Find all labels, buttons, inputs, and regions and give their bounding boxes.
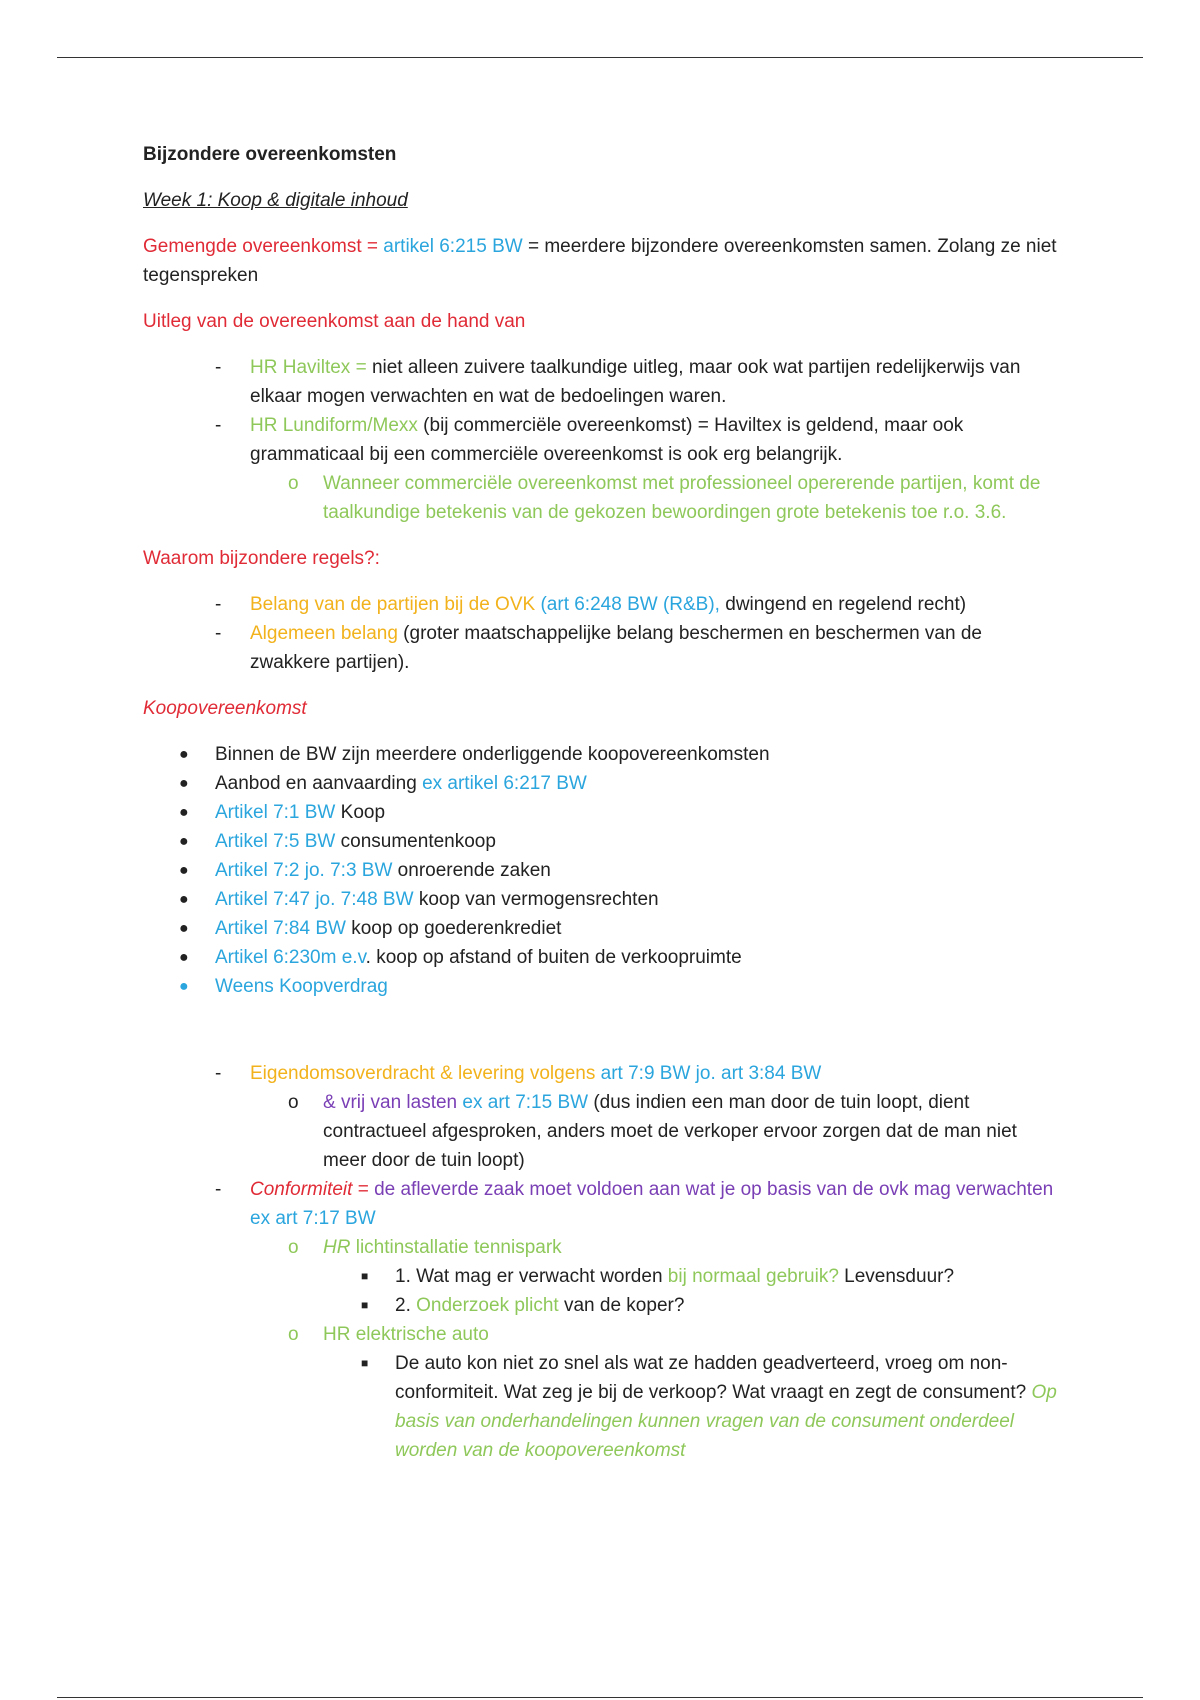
list-item [143, 469, 1063, 527]
item-text: . koop op afstand of buiten de verkoopruimte [365, 947, 742, 968]
definition-text: = meerdere bijzondere overeenkomsten samen. Zolang ze niet tegenspreken [143, 236, 1057, 286]
article-ref: artikel 6:215 BW [383, 236, 523, 257]
list-item [143, 1059, 1063, 1088]
item-text: Koop [335, 802, 386, 823]
bullet-marker: ● [179, 920, 189, 937]
case-name: HR Haviltex = [250, 357, 372, 378]
case-name: lichtinstallatie tennispark [350, 1237, 562, 1258]
item-text: (dus indien een man door de tuin loopt, dient contractueel afgesproken, anders moet de verkoper ervoor zorgen dat de man niet meer door de tuin loopt) [323, 1092, 1017, 1171]
term-gemengde: Gemengde overeenkomst = [143, 236, 384, 257]
item-text: niet alleen zuivere taalkundige uitleg, maar ook wat partijen redelijkerwijs van elkaar mogen verwachten en wat de bedoelingen waren. [250, 357, 1021, 407]
uitleg-heading: Uitleg van de overeenkomst aan de hand van [143, 311, 526, 332]
dash-marker: - [215, 594, 222, 615]
list-item [143, 1233, 1063, 1262]
circle-marker: o [288, 1092, 299, 1113]
item-text: koop van vermogensrechten [413, 889, 659, 910]
list-item [143, 885, 1063, 914]
article-ref: Weens Koopverdrag [215, 976, 388, 997]
item-term: Onderzoek plicht [416, 1295, 559, 1316]
item-text: consumentenkoop [335, 831, 496, 852]
circle-marker: o [288, 473, 299, 494]
list-item [143, 590, 1063, 619]
article-ref: Artikel 7:5 BW [215, 831, 336, 852]
item-term: & vrij van lasten [323, 1092, 463, 1113]
item-text: 1. Wat mag er verwacht worden [395, 1266, 668, 1287]
article-ref: ex art 7:15 BW [462, 1092, 589, 1113]
bullet-marker: ● [179, 804, 189, 821]
waarom-heading: Waarom bijzondere regels?: [143, 548, 380, 569]
item-text: koop op goederenkrediet [345, 918, 562, 939]
case-name: elektrische auto [350, 1324, 489, 1345]
dash-marker: - [215, 415, 222, 436]
article-ref: Artikel 7:47 jo. 7:48 BW [215, 889, 414, 910]
square-marker: ■ [361, 1356, 369, 1370]
list-item [143, 769, 1063, 798]
article-ref: Artikel 7:1 BW [215, 802, 336, 823]
bullet-marker: ● [179, 862, 189, 879]
item-text: de afleverde zaak moet voldoen aan wat je op basis van de ovk mag verwachten [374, 1179, 1054, 1200]
list-item [143, 798, 1063, 827]
square-marker: ■ [361, 1269, 369, 1283]
bullet-marker: ● [179, 949, 189, 966]
square-marker: ■ [361, 1298, 369, 1312]
item-term: Algemeen belang [250, 623, 398, 644]
list-item [143, 1349, 1063, 1465]
document-body [143, 140, 1063, 1465]
list-item [143, 856, 1063, 885]
case-name: HR Lundiform/Mexx [250, 415, 418, 436]
koop-heading: Koopovereenkomst [143, 698, 307, 719]
item-term: Conformiteit [250, 1179, 353, 1200]
dash-marker: - [215, 623, 222, 644]
waarom-list [143, 590, 1063, 677]
circle-marker: o [288, 1237, 299, 1258]
list-item [143, 914, 1063, 943]
document-title: Bijzondere overeenkomsten [143, 144, 397, 165]
list-item [143, 740, 1063, 769]
koop-bullet-list [143, 740, 1063, 1001]
uitleg-list [143, 353, 1063, 527]
koop-detail-list [143, 1059, 1063, 1465]
article-ref: Artikel 6:230m e.v [215, 947, 366, 968]
item-term: Eigendomsoverdracht & levering volgens [250, 1063, 601, 1084]
list-item [143, 411, 1063, 469]
item-text: onroerende zaken [392, 860, 551, 881]
dash-marker: - [215, 357, 222, 378]
gemengde-paragraph [143, 232, 1063, 290]
item-text: 2. [395, 1295, 417, 1316]
dash-marker: - [215, 1063, 222, 1084]
week-heading: Week 1: Koop & digitale inhoud [143, 190, 408, 211]
footer-rule [57, 1697, 1143, 1698]
item-text: Op basis van onderhandelingen kunnen vragen van de consument onderdeel worden van de koopovereenkomst [395, 1382, 1057, 1461]
bullet-marker: ● [179, 833, 189, 850]
list-item [143, 943, 1063, 972]
item-text: (bij commerciële overeenkomst) = Haviltex is geldend, maar ook grammaticaal bij een commerciële overeenkomst is ook erg belangrijk. [250, 415, 964, 465]
item-text: van de koper? [558, 1295, 685, 1316]
item-text: Binnen de BW zijn meerdere onderliggende koopovereenkomsten [215, 744, 770, 765]
article-ref: ex artikel 6:217 BW [422, 773, 587, 794]
article-ref: art 7:9 BW jo. art 3:84 BW [600, 1063, 822, 1084]
list-item [143, 1291, 1063, 1320]
article-ref: Artikel 7:2 jo. 7:3 BW [215, 860, 393, 881]
item-text: dwingend en regelend recht) [719, 594, 967, 615]
list-item [143, 1088, 1063, 1175]
list-item [143, 1262, 1063, 1291]
article-ref: Artikel 7:84 BW [215, 918, 346, 939]
list-item [143, 353, 1063, 411]
circle-marker: o [288, 1324, 299, 1345]
item-text: De auto kon niet zo snel als wat ze hadden geadverteerd, vroeg om non-conformiteit. Wat zeg je bij de verkoop? Wat vraagt en zegt de consument? [395, 1353, 1032, 1403]
item-text: Aanbod en aanvaarding [215, 773, 423, 794]
case-name: HR [323, 1324, 351, 1345]
list-item [143, 827, 1063, 856]
item-text: Levensduur? [838, 1266, 955, 1287]
header-rule [57, 57, 1143, 58]
item-term: Belang van de partijen bij de OVK [250, 594, 536, 615]
bullet-marker: ● [179, 746, 189, 763]
article-ref: (art 6:248 BW (R&B), [535, 594, 720, 615]
list-item [143, 1320, 1063, 1349]
item-text: = [352, 1179, 375, 1200]
list-item [143, 619, 1063, 677]
bullet-marker: ● [179, 775, 189, 792]
list-item [143, 1175, 1063, 1233]
list-item [143, 972, 1063, 1001]
article-ref: ex art 7:17 BW [250, 1208, 376, 1229]
dash-marker: - [215, 1179, 222, 1200]
case-name: HR [323, 1237, 351, 1258]
bullet-marker: ● [179, 891, 189, 908]
item-text: (groter maatschappelijke belang beschermen en beschermen van de zwakkere partijen). [250, 623, 982, 673]
bullet-marker: ● [179, 978, 189, 995]
item-term: bij normaal gebruik? [667, 1266, 839, 1287]
item-text: Wanneer commerciële overeenkomst met professioneel opererende partijen, komt de taalkundige betekenis van de gekozen bewoordingen grote betekenis toe r.o. 3.6. [323, 473, 1041, 523]
